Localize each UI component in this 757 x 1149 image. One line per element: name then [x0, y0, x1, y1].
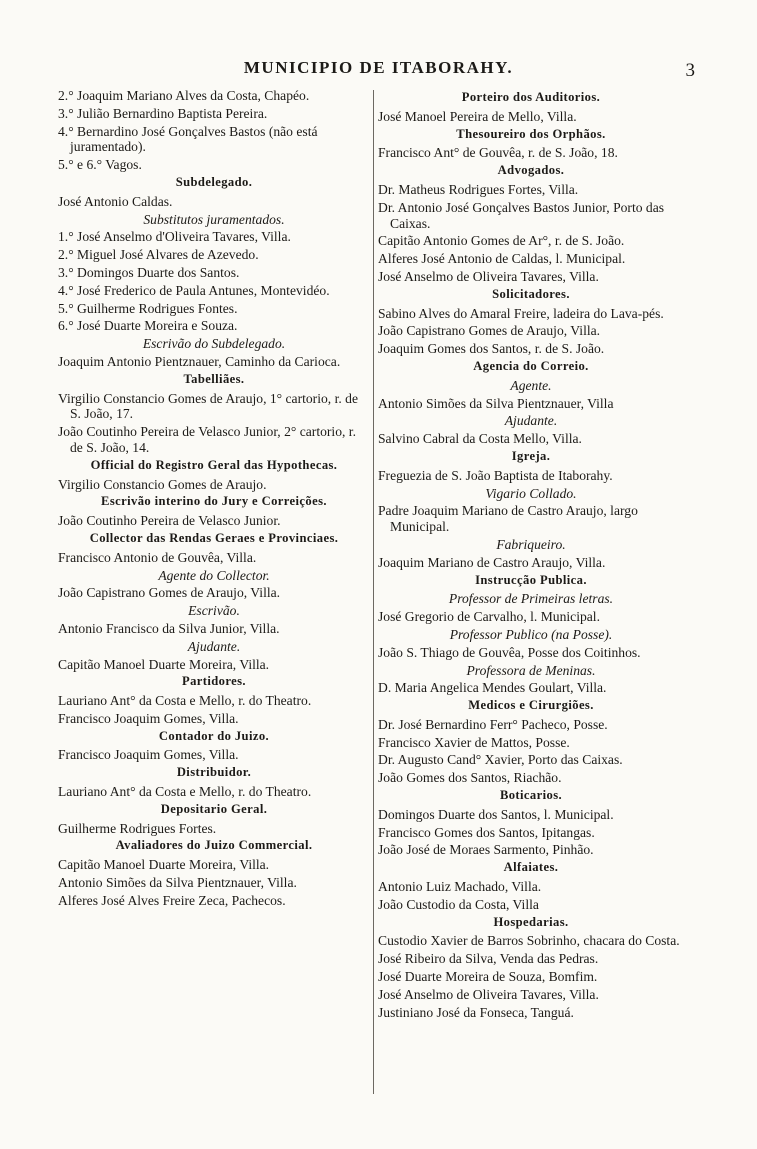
entry: Alferes José Alves Freire Zeca, Pachecos. [58, 892, 286, 908]
entry: Padre Joaquim Mariano de Castro Araujo, largo Municipal. [378, 503, 638, 535]
entry: João S. Thiago de Gouvêa, Posse dos Coitinhos. [378, 644, 641, 660]
entry: Alferes José Antonio de Caldas, l. Municipal. [378, 251, 626, 267]
entry: João José de Moraes Sarmento, Pinhão. [378, 842, 594, 858]
entry: José Antonio Caldas. [58, 193, 173, 209]
subheading: Fabriqueiro. [496, 536, 566, 552]
subheading: Ajudante. [187, 638, 241, 654]
entry: José Anselmo de Oliveira Tavares, Villa. [378, 986, 599, 1002]
entry: Joaquim Antonio Pientznauer, Caminho da Carioca. [58, 353, 341, 369]
section-heading: Porteiro dos Auditorios. [461, 90, 601, 104]
entry: José Gregorio de Carvalho, l. Municipal. [378, 609, 600, 625]
entry: Joaquim Gomes dos Santos, r. de S. João. [378, 341, 605, 357]
section-heading: Alfaiates. [503, 860, 559, 875]
section-heading: Escrivão interino do Jury e Correições. [101, 494, 327, 509]
entry: Domingos Duarte dos Santos, l. Municipal. [378, 806, 614, 822]
entry: 5.° Guilherme Rodrigues Fontes. [58, 300, 238, 316]
subheading: Ajudante. [504, 413, 558, 429]
entry: Antonio Luiz Machado, Villa. [378, 879, 542, 895]
subheading: Escrivão do Subdelegado. [142, 336, 286, 352]
entry: Francisco Joaquim Gomes, Villa. [58, 747, 239, 763]
entry: Antonio Francisco da Silva Junior, Villa. [58, 620, 280, 636]
section-heading: Subdelegado. [175, 174, 253, 189]
entry: José Manoel Pereira de Mello, Villa. [378, 108, 577, 124]
entry: João Custodio da Costa, Villa [378, 896, 539, 912]
section-heading: Boticarios. [499, 788, 563, 803]
section-heading: Distribuidor. [176, 765, 252, 780]
right-column [378, 88, 684, 1022]
page-title: MUNICIPIO DE ITABORAHY. [243, 58, 514, 77]
page-header [0, 58, 757, 80]
entry: Francisco Gomes dos Santos, Ipitangas. [378, 824, 595, 840]
section-heading: Hospedarias. [493, 914, 569, 929]
entry: Freguezia de S. João Baptista de Itaborahy. [378, 467, 613, 483]
entry: Sabino Alves do Amaral Freire, ladeira do Lava-pés. [378, 305, 664, 321]
section-heading: Depositario Geral. [160, 801, 268, 816]
section-heading: Collector das Rendas Geraes e Provinciaes. [89, 530, 339, 545]
entry: Francisco Joaquim Gomes, Villa. [58, 710, 239, 726]
entry: Virgilio Constancio Gomes de Araujo. [58, 476, 267, 492]
subheading: Professor de Primeiras letras. [448, 591, 614, 607]
entry: Francisco Ant° de Gouvêa, r. de S. João, 18. [378, 145, 618, 161]
entry: 5.° e 6.° Vagos. [58, 157, 142, 173]
entry: 2.° Joaquim Mariano Alves da Costa, Chapéo. [58, 88, 310, 103]
entry: Capitão Manoel Duarte Moreira, Villa. [58, 857, 270, 873]
left-column [58, 88, 370, 911]
entry: 4.° Bernardino José Gonçalves Bastos (não está juramentado). [58, 123, 318, 155]
entry: 6.° José Duarte Moreira e Souza. [58, 318, 238, 334]
section-heading: Tabelliães. [183, 371, 245, 386]
entry: Lauriano Ant° da Costa e Mello, r. do Theatro. [58, 784, 312, 800]
entry: Francisco Xavier de Mattos, Posse. [378, 734, 570, 750]
entry: Dr. Matheus Rodrigues Fortes, Villa. [378, 181, 579, 197]
entry: Virgilio Constancio Gomes de Araujo, 1° cartorio, r. de S. João, 17. [58, 390, 358, 422]
entry: Salvino Cabral da Costa Mello, Villa. [378, 431, 582, 447]
entry: Lauriano Ant° da Costa e Mello, r. do Theatro. [58, 693, 312, 709]
entry: Capitão Manoel Duarte Moreira, Villa. [58, 656, 270, 672]
subheading: Professora de Meninas. [466, 662, 596, 678]
section-heading: Contador do Juizo. [158, 728, 270, 743]
entry: João Coutinho Pereira de Velasco Junior, 2° cartorio, r. de S. João, 14. [58, 424, 356, 455]
subheading: Agente. [510, 377, 552, 393]
entry: José Anselmo de Oliveira Tavares, Villa. [378, 268, 599, 284]
entry: Francisco Antonio de Gouvêa, Villa. [58, 549, 257, 565]
subheading: Vigario Collado. [485, 485, 577, 501]
section-heading: Agencia do Correio. [473, 358, 589, 373]
subheading: Agente do Collector. [158, 567, 270, 583]
subheading: Substitutos juramentados. [143, 211, 285, 227]
entry: 3.° Domingos Duarte dos Santos. [58, 264, 240, 280]
entry: João Capistrano Gomes de Araujo, Villa. [58, 585, 281, 601]
entry: José Duarte Moreira de Souza, Bomfim. [378, 969, 598, 985]
entry: Guilherme Rodrigues Fortes. [58, 820, 217, 836]
section-heading: Advogados. [497, 163, 565, 178]
entry: 2.° Miguel José Alvares de Azevedo. [58, 247, 259, 263]
section-heading: Igreja. [511, 448, 551, 463]
section-heading: Avaliadores do Juizo Commercial. [115, 838, 313, 853]
entry: Joaquim Mariano de Castro Araujo, Villa. [378, 554, 606, 570]
entry: Custodio Xavier de Barros Sobrinho, chacara do Costa. [378, 933, 680, 949]
section-heading: Medicos e Cirurgiões. [468, 698, 594, 713]
entry: Antonio Simões da Silva Pientznauer, Villa [378, 395, 614, 411]
section-heading: Partidores. [182, 674, 246, 689]
entry: João Coutinho Pereira de Velasco Junior. [58, 513, 281, 529]
section-heading: Thesoureiro dos Orphãos. [456, 126, 606, 141]
entry: Justiniano José da Fonseca, Tanguá. [378, 1004, 574, 1020]
entry: Dr. José Bernardino Ferr° Pacheco, Posse. [378, 716, 608, 732]
section-heading: Instrucção Publica. [475, 572, 587, 587]
entry: João Capistrano Gomes de Araujo, Villa. [378, 323, 601, 339]
entry: Dr. Augusto Cand° Xavier, Porto das Caixas. [378, 752, 623, 768]
entry: D. Maria Angelica Mendes Goulart, Villa. [378, 680, 607, 696]
entry: Antonio Simões da Silva Pientznauer, Villa. [58, 875, 297, 891]
entry: José Ribeiro da Silva, Venda das Pedras. [378, 951, 599, 967]
section-heading: Official do Registro Geral das Hypothecas. [90, 457, 338, 472]
entry: Capitão Antonio Gomes de Ar°, r. de S. João. [378, 233, 625, 249]
entry: João Gomes dos Santos, Riachão. [378, 770, 562, 786]
entry: 4.° José Frederico de Paula Antunes, Montevidéo. [58, 282, 330, 298]
entry: Dr. Antonio José Gonçalves Bastos Junior, Porto das Caixas. [378, 199, 665, 231]
column-divider [373, 90, 374, 1094]
entry: 1.° José Anselmo d'Oliveira Tavares, Villa. [58, 229, 291, 245]
subheading: Escrivão. [188, 603, 240, 619]
entry: 3.° Julião Bernardino Baptista Pereira. [58, 105, 268, 121]
section-heading: Solicitadores. [492, 286, 570, 301]
subheading: Professor Publico (na Posse). [449, 626, 613, 642]
page-number: 3 [685, 60, 695, 81]
